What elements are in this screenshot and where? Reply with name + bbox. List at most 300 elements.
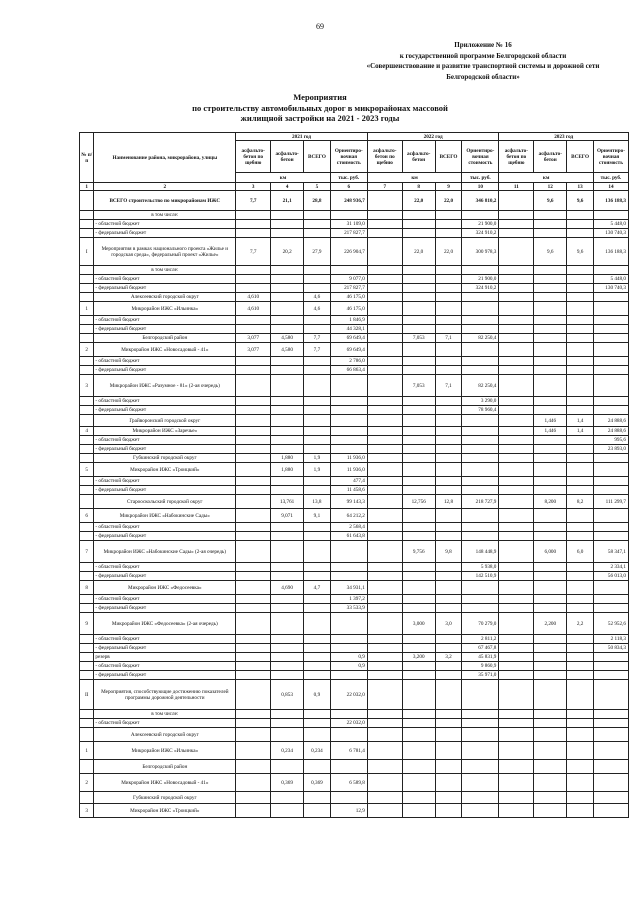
table-row	[80, 211, 629, 220]
row-cell	[593, 375, 628, 397]
row-cell	[462, 595, 499, 604]
row-name: - областной бюджет	[94, 397, 236, 406]
row-cell	[534, 325, 567, 334]
row-cell	[567, 375, 594, 397]
row-cell: 130 740,3	[593, 229, 628, 238]
row-cell	[236, 710, 271, 719]
row-cell	[499, 653, 534, 662]
row-cell	[499, 742, 534, 760]
row-cell	[367, 509, 402, 523]
row-cell	[304, 662, 331, 671]
row-cell: 28,8	[304, 191, 331, 211]
row-cell: 99 143,3	[330, 495, 367, 509]
row-cell	[367, 662, 402, 671]
row-cell	[567, 635, 594, 644]
row-cell	[236, 728, 271, 742]
table-row	[80, 238, 629, 266]
row-cell	[462, 728, 499, 742]
row-name: ВСЕГО строительство по микрорайонам ИЖС	[94, 191, 236, 211]
table-row	[80, 495, 629, 509]
row-cell: 4,610	[236, 293, 271, 302]
row-cell	[435, 604, 462, 613]
row-cell	[330, 760, 367, 774]
row-cell	[593, 532, 628, 541]
row-cell	[499, 191, 534, 211]
row-cell	[367, 486, 402, 495]
row-cell	[330, 728, 367, 742]
row-cell	[462, 266, 499, 275]
row-name: - федеральный бюджет	[94, 671, 236, 680]
row-cell	[304, 229, 331, 238]
row-cell	[435, 427, 462, 436]
row-cell	[402, 671, 435, 680]
row-cell	[534, 406, 567, 415]
header-asph-gravel: асфальто-бетон по щебню	[367, 141, 402, 173]
row-cell	[499, 238, 534, 266]
row-cell	[534, 486, 567, 495]
row-cell	[367, 581, 402, 595]
column-number: 14	[593, 183, 628, 191]
header-unit-rub: тыс. руб.	[593, 173, 628, 183]
table-row	[80, 760, 629, 774]
row-cell: 82 250,4	[462, 375, 499, 397]
row-number	[80, 760, 94, 774]
header-asph: асфальто-бетон	[534, 141, 567, 173]
row-cell: 7,7	[236, 238, 271, 266]
table-row	[80, 445, 629, 454]
row-cell	[567, 532, 594, 541]
table-row	[80, 325, 629, 334]
row-cell	[534, 477, 567, 486]
header-num: № п/п	[80, 133, 94, 183]
row-cell	[236, 445, 271, 454]
row-cell	[367, 653, 402, 662]
row-cell	[330, 671, 367, 680]
row-cell: 4,6	[304, 302, 331, 316]
row-cell	[462, 581, 499, 595]
row-cell	[236, 742, 271, 760]
row-cell	[567, 325, 594, 334]
row-number	[80, 486, 94, 495]
row-cell	[567, 581, 594, 595]
row-name: резерв	[94, 653, 236, 662]
table-row	[80, 454, 629, 463]
table-row	[80, 613, 629, 635]
row-cell: 8,2	[567, 495, 594, 509]
title-line: Мероприятия	[293, 92, 347, 102]
row-name: Мероприятия в рамках национального проекта «Жилье и городская среда», федеральный проект «Жилье»	[94, 238, 236, 266]
row-cell	[367, 804, 402, 818]
table-row	[80, 719, 629, 728]
row-number	[80, 454, 94, 463]
row-cell	[236, 719, 271, 728]
row-cell	[367, 343, 402, 357]
row-cell	[499, 680, 534, 710]
row-cell	[534, 671, 567, 680]
row-cell: 9,071	[271, 509, 304, 523]
row-cell: 2,200	[534, 613, 567, 635]
row-cell	[435, 343, 462, 357]
row-cell	[402, 357, 435, 366]
table-row	[80, 293, 629, 302]
row-cell: 22,0	[435, 238, 462, 266]
table-row	[80, 427, 629, 436]
row-cell	[593, 728, 628, 742]
column-number-row	[80, 183, 629, 191]
row-cell: 2 334,1	[593, 563, 628, 572]
table-row	[80, 792, 629, 804]
row-cell	[236, 415, 271, 427]
row-cell	[271, 523, 304, 532]
column-number: 8	[402, 183, 435, 191]
column-number: 5	[304, 183, 331, 191]
row-number	[80, 229, 94, 238]
row-cell	[402, 316, 435, 325]
row-cell: 21 900,0	[462, 275, 499, 284]
row-cell	[499, 397, 534, 406]
column-number: 12	[534, 183, 567, 191]
row-cell	[271, 613, 304, 635]
row-cell	[499, 477, 534, 486]
row-cell: 61 643,8	[330, 532, 367, 541]
row-cell	[567, 266, 594, 275]
row-cell	[567, 760, 594, 774]
row-cell	[534, 595, 567, 604]
row-number	[80, 191, 94, 211]
row-cell	[435, 220, 462, 229]
row-cell	[499, 604, 534, 613]
row-number	[80, 595, 94, 604]
row-cell	[402, 211, 435, 220]
row-name: - областной бюджет	[94, 523, 236, 532]
header-asph-gravel: асфальто-бетон по щебню	[236, 141, 271, 173]
row-cell	[402, 509, 435, 523]
row-cell	[567, 334, 594, 343]
row-cell	[236, 427, 271, 436]
row-cell	[367, 334, 402, 343]
row-cell	[367, 671, 402, 680]
row-cell	[567, 728, 594, 742]
row-cell	[236, 653, 271, 662]
row-number	[80, 572, 94, 581]
row-cell	[499, 445, 534, 454]
row-cell	[304, 710, 331, 719]
row-cell	[435, 463, 462, 477]
row-cell: 4,7	[304, 581, 331, 595]
row-cell: 1,446	[534, 427, 567, 436]
row-cell	[367, 635, 402, 644]
row-cell	[236, 792, 271, 804]
row-cell	[236, 325, 271, 334]
row-cell	[435, 486, 462, 495]
row-cell: 12,756	[402, 495, 435, 509]
row-number	[80, 653, 94, 662]
row-number: 5	[80, 463, 94, 477]
row-cell	[499, 427, 534, 436]
row-cell	[402, 644, 435, 653]
row-cell	[367, 436, 402, 445]
row-cell	[462, 477, 499, 486]
row-cell	[462, 211, 499, 220]
row-cell: 6,000	[534, 541, 567, 563]
row-cell	[534, 397, 567, 406]
row-cell: 9,756	[402, 541, 435, 563]
row-cell	[402, 293, 435, 302]
row-cell	[330, 211, 367, 220]
row-cell	[499, 325, 534, 334]
row-cell: 130 740,3	[593, 284, 628, 293]
row-cell	[435, 581, 462, 595]
row-cell	[271, 671, 304, 680]
row-cell	[271, 595, 304, 604]
row-cell	[402, 436, 435, 445]
row-cell	[271, 275, 304, 284]
row-cell	[593, 343, 628, 357]
row-cell	[499, 728, 534, 742]
row-name: - областной бюджет	[94, 436, 236, 445]
table-row	[80, 604, 629, 613]
row-cell: 1,880	[271, 463, 304, 477]
row-name: - областной бюджет	[94, 357, 236, 366]
row-number	[80, 445, 94, 454]
row-cell	[236, 572, 271, 581]
row-cell	[330, 710, 367, 719]
row-cell	[462, 366, 499, 375]
row-cell: 1,446	[534, 415, 567, 427]
row-cell	[534, 572, 567, 581]
row-cell: 1,4	[567, 427, 594, 436]
row-cell	[367, 211, 402, 220]
row-cell	[236, 644, 271, 653]
row-cell	[304, 541, 331, 563]
row-cell	[593, 357, 628, 366]
appendix-line: Белгородской области»	[446, 72, 520, 81]
row-cell	[367, 719, 402, 728]
row-number	[80, 316, 94, 325]
row-cell	[236, 495, 271, 509]
row-cell	[402, 343, 435, 357]
row-cell: 1,9	[304, 463, 331, 477]
row-cell	[499, 316, 534, 325]
row-cell	[435, 635, 462, 644]
row-number	[80, 325, 94, 334]
row-cell	[462, 792, 499, 804]
table-row	[80, 662, 629, 671]
row-cell: 6 589,8	[330, 774, 367, 792]
row-cell	[499, 334, 534, 343]
row-cell	[534, 229, 567, 238]
row-cell	[593, 792, 628, 804]
row-cell	[462, 509, 499, 523]
row-cell	[593, 302, 628, 316]
row-cell	[236, 366, 271, 375]
row-cell	[593, 581, 628, 595]
row-cell	[567, 774, 594, 792]
table-row	[80, 463, 629, 477]
row-cell	[330, 445, 367, 454]
row-cell	[402, 742, 435, 760]
row-cell	[462, 293, 499, 302]
row-cell	[567, 563, 594, 572]
row-cell: 21,1	[271, 191, 304, 211]
row-cell: 13,761	[271, 495, 304, 509]
header-cost: Ориентиро-вочная стоимость	[462, 141, 499, 173]
table-row	[80, 357, 629, 366]
table-row	[80, 220, 629, 229]
row-name: - федеральный бюджет	[94, 532, 236, 541]
row-cell	[402, 302, 435, 316]
row-cell	[435, 302, 462, 316]
row-cell	[236, 266, 271, 275]
table-row	[80, 680, 629, 710]
row-cell	[499, 671, 534, 680]
row-cell	[271, 266, 304, 275]
row-cell	[402, 275, 435, 284]
table-row	[80, 532, 629, 541]
row-cell	[567, 316, 594, 325]
row-cell	[435, 509, 462, 523]
row-cell	[402, 604, 435, 613]
row-cell	[499, 343, 534, 357]
row-cell	[534, 357, 567, 366]
row-cell	[593, 325, 628, 334]
row-cell	[462, 710, 499, 719]
row-cell	[271, 604, 304, 613]
row-cell	[304, 375, 331, 397]
row-cell	[462, 719, 499, 728]
row-number: I	[80, 238, 94, 266]
row-cell	[330, 563, 367, 572]
row-cell	[567, 229, 594, 238]
row-cell	[402, 486, 435, 495]
row-cell	[402, 415, 435, 427]
row-cell	[271, 406, 304, 415]
row-cell	[304, 486, 331, 495]
column-number: 10	[462, 183, 499, 191]
table-row	[80, 486, 629, 495]
row-cell	[367, 293, 402, 302]
row-cell	[462, 454, 499, 463]
row-cell	[462, 325, 499, 334]
row-cell	[304, 436, 331, 445]
row-cell	[435, 572, 462, 581]
row-cell	[462, 680, 499, 710]
row-cell	[236, 532, 271, 541]
row-number: 9	[80, 613, 94, 635]
row-cell	[402, 710, 435, 719]
row-name: Губкинский городской округ	[94, 792, 236, 804]
row-cell	[304, 613, 331, 635]
row-cell	[462, 604, 499, 613]
row-cell	[435, 477, 462, 486]
row-cell: 9,6	[534, 238, 567, 266]
column-number: 4	[271, 183, 304, 191]
row-cell: 1 397,2	[330, 595, 367, 604]
row-cell	[236, 275, 271, 284]
column-number: 11	[499, 183, 534, 191]
row-cell	[534, 635, 567, 644]
row-cell	[435, 644, 462, 653]
row-number: 6	[80, 509, 94, 523]
row-cell: 44 328,1	[330, 325, 367, 334]
row-cell	[304, 406, 331, 415]
row-cell	[435, 454, 462, 463]
row-cell: 4,690	[271, 581, 304, 595]
row-name: Микрорайон ИЖС «Набокинские Сады»	[94, 509, 236, 523]
column-number: 7	[367, 183, 402, 191]
row-cell	[402, 532, 435, 541]
row-cell	[567, 445, 594, 454]
row-cell	[499, 595, 534, 604]
row-cell	[367, 760, 402, 774]
row-cell: 0,369	[304, 774, 331, 792]
row-cell	[304, 572, 331, 581]
row-cell: 1,9	[304, 454, 331, 463]
row-cell: 9 860,9	[462, 662, 499, 671]
row-cell	[567, 604, 594, 613]
row-cell	[367, 406, 402, 415]
row-cell	[593, 266, 628, 275]
row-number: 7	[80, 541, 94, 563]
row-cell: 3,077	[236, 334, 271, 343]
row-cell: 2 811,2	[462, 635, 499, 644]
row-cell	[402, 229, 435, 238]
row-cell: 12,9	[330, 804, 367, 818]
row-cell	[236, 477, 271, 486]
row-number	[80, 334, 94, 343]
table-row	[80, 397, 629, 406]
row-name: - федеральный бюджет	[94, 406, 236, 415]
row-cell	[499, 436, 534, 445]
row-cell: 21 900,0	[462, 220, 499, 229]
row-cell	[367, 644, 402, 653]
row-cell	[402, 463, 435, 477]
row-cell	[567, 644, 594, 653]
row-cell	[271, 293, 304, 302]
row-cell	[499, 774, 534, 792]
row-cell	[593, 662, 628, 671]
row-cell	[534, 275, 567, 284]
row-cell	[462, 427, 499, 436]
row-cell	[462, 445, 499, 454]
row-cell: 7,7	[236, 191, 271, 211]
row-cell	[330, 397, 367, 406]
row-cell: 9,6	[567, 238, 594, 266]
column-number: 9	[435, 183, 462, 191]
row-cell	[499, 415, 534, 427]
row-cell	[435, 357, 462, 366]
row-cell: 136 188,3	[593, 191, 628, 211]
row-number	[80, 406, 94, 415]
row-cell	[567, 509, 594, 523]
row-cell	[499, 463, 534, 477]
row-cell	[402, 406, 435, 415]
row-cell	[402, 792, 435, 804]
row-number: 3	[80, 804, 94, 818]
table-body	[80, 191, 629, 818]
row-number	[80, 293, 94, 302]
row-cell	[271, 792, 304, 804]
row-number: 1	[80, 302, 94, 316]
row-cell	[567, 662, 594, 671]
row-cell	[402, 477, 435, 486]
row-cell	[499, 406, 534, 415]
row-number	[80, 220, 94, 229]
row-cell	[593, 523, 628, 532]
row-cell	[304, 266, 331, 275]
row-number	[80, 644, 94, 653]
row-cell	[304, 220, 331, 229]
